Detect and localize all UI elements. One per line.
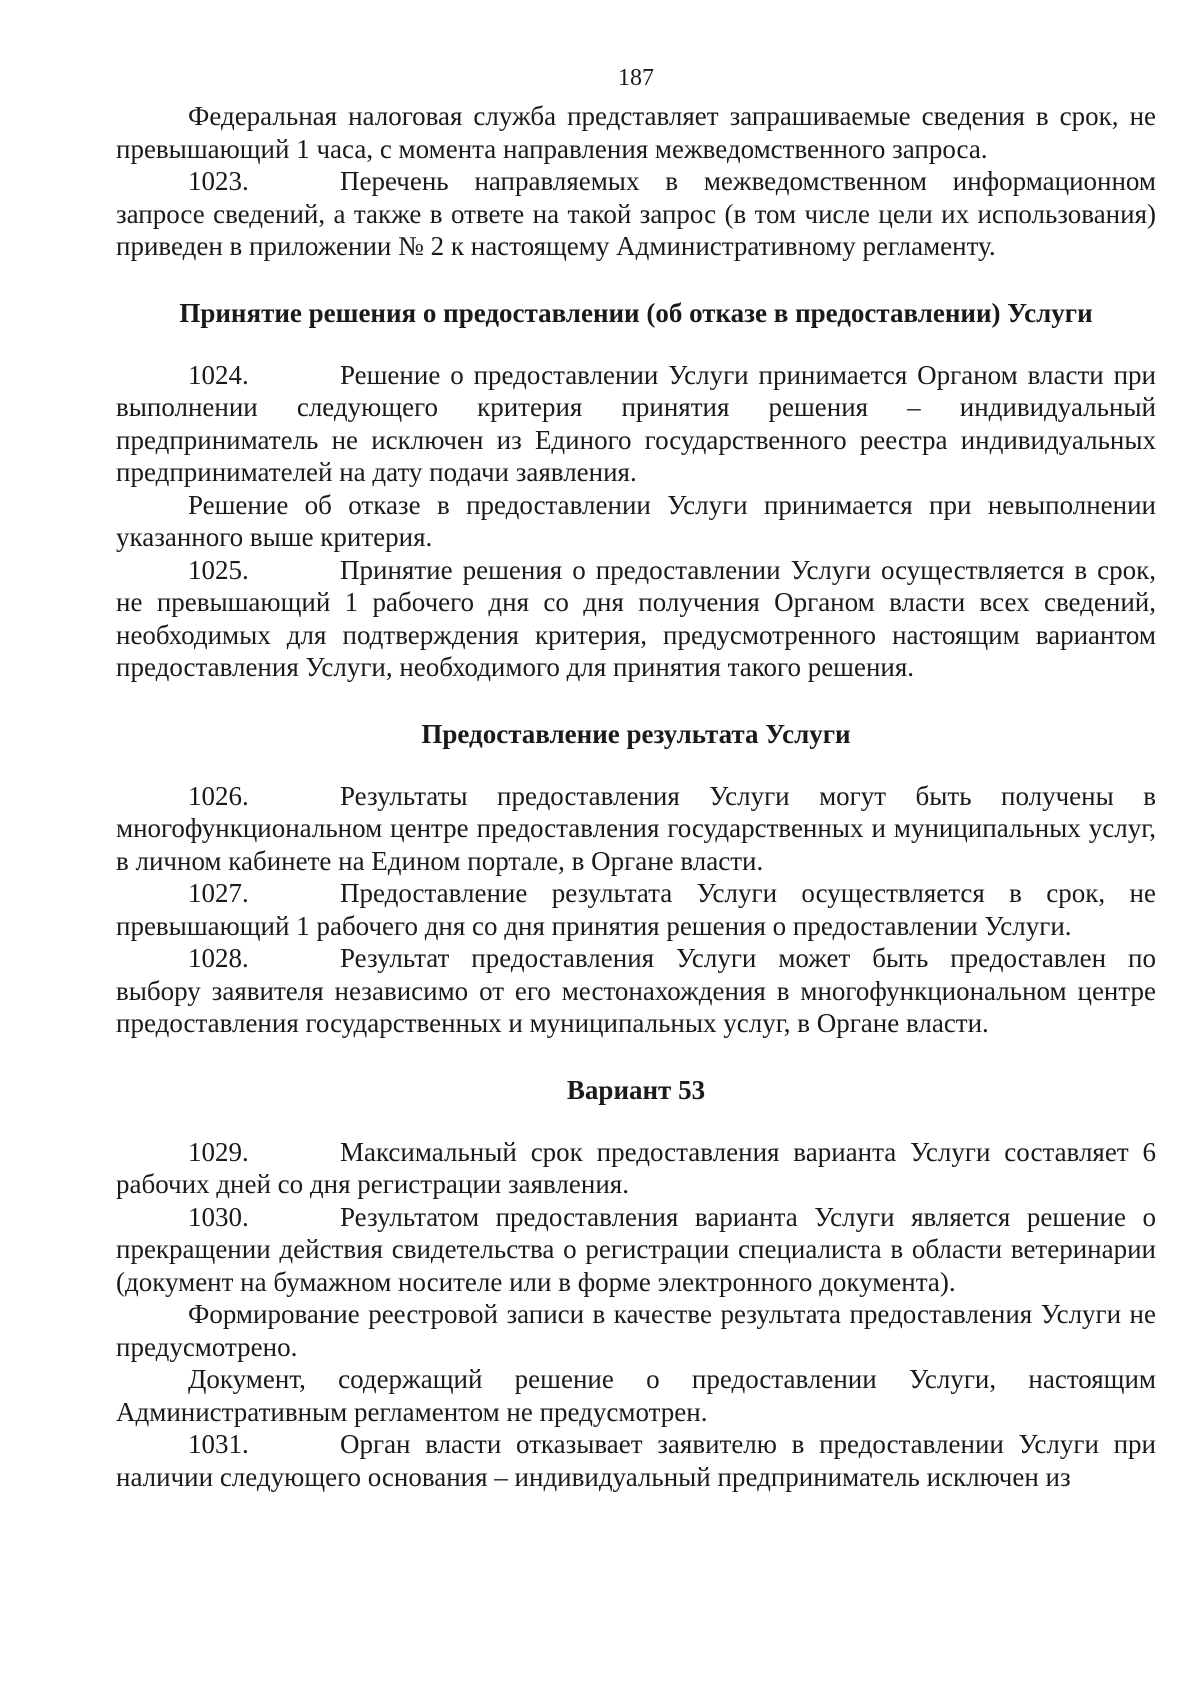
document-page: [116, 62, 1156, 1493]
paragraph-1024: [116, 359, 1156, 489]
section-heading-variant: Вариант 53: [566, 1074, 706, 1105]
section-heading-decision: Принятие решения о предоставлении (об отказе в предоставлении) Услуги: [179, 297, 1093, 328]
item-number: 1028.: [188, 943, 249, 973]
item-number: 1025.: [188, 554, 249, 585]
paragraph-1028: [116, 942, 1156, 1040]
item-number: 1024.: [188, 359, 249, 390]
item-number: 1026.: [188, 780, 249, 811]
paragraph-1026: [116, 780, 1156, 878]
paragraph-registry: Формирование реестровой записи в качестве результата предоставления Услуги не предусмотрено.: [116, 1299, 1156, 1362]
item-number: 1027.: [188, 878, 249, 908]
item-text: Решение о предоставлении Услуги принимается Органом власти при выполнении следующего критерия принятия решения – индивидуальный предприниматель не исключен из Единого государственного реестра индивидуальных предпринимателей на дату подачи заявления.: [116, 359, 1156, 487]
item-text: Принятие решения о предоставлении Услуги осуществляется в срок, не превышающий 1 рабочего дня со дня получения Органом власти всех сведений, необходимых для подтверждения критерия, предусмотренного настоящим вариантом предоставления Услуги, необходимого для принятия такого решения.: [116, 554, 1156, 682]
item-text: Орган власти отказывает заявителю в предоставлении Услуги при наличии следующего основания – индивидуальный предприниматель исключен из: [116, 1429, 1156, 1492]
item-text: Предоставление результата Услуги осуществляется в срок, не превышающий 1 рабочего дня со дня принятия решения о предоставлении Услуги.: [116, 878, 1156, 941]
item-text: Максимальный срок предоставления варианта Услуги составляет 6 рабочих дней со дня регистрации заявления.: [116, 1136, 1156, 1199]
page-number: 187: [618, 65, 654, 91]
item-number: 1029.: [188, 1136, 249, 1167]
item-text: Результатом предоставления варианта Услуги является решение о прекращении действия свидетельства о регистрации специалиста в области ветеринарии (документ на бумажном носителе или в форме электронного документа).: [116, 1201, 1156, 1297]
item-number: 1030.: [188, 1201, 249, 1232]
paragraph-1029: [116, 1136, 1156, 1201]
item-text: Результат предоставления Услуги может быть предоставлен по выбору заявителя независимо от его местонахождения в многофункциональном центре предоставления государственных и муниципальных услуг, в Органе власти.: [116, 943, 1156, 1038]
paragraph-refusal: Решение об отказе в предоставлении Услуги принимается при невыполнении указанного выше критерия.: [116, 489, 1156, 552]
item-number: 1031.: [188, 1429, 249, 1459]
section-heading-result: Предоставление результата Услуги: [421, 718, 851, 749]
paragraph-1031: [116, 1428, 1156, 1493]
paragraph-fns-response: Федеральная налоговая служба представляет запрашиваемые сведения в срок, не превышающий 1 часа, с момента направления межведомственного запроса.: [116, 101, 1156, 164]
item-number: 1023.: [188, 166, 249, 196]
paragraph-1025: [116, 554, 1156, 684]
paragraph-1027: [116, 877, 1156, 942]
paragraph-1030: [116, 1201, 1156, 1299]
item-text: Результаты предоставления Услуги могут быть получены в многофункциональном центре предоставления государственных и муниципальных услуг, в личном кабинете на Едином портале, в Органе власти.: [116, 780, 1156, 876]
item-text: Перечень направляемых в межведомственном информационном запросе сведений, а также в ответе на такой запрос (в том числе цели их использования) приведен в приложении № 2 к настоящему Административному регламенту.: [116, 166, 1156, 261]
paragraph-1023: [116, 165, 1156, 263]
paragraph-document: Документ, содержащий решение о предоставлении Услуги, настоящим Административным регламентом не предусмотрен.: [116, 1364, 1156, 1427]
